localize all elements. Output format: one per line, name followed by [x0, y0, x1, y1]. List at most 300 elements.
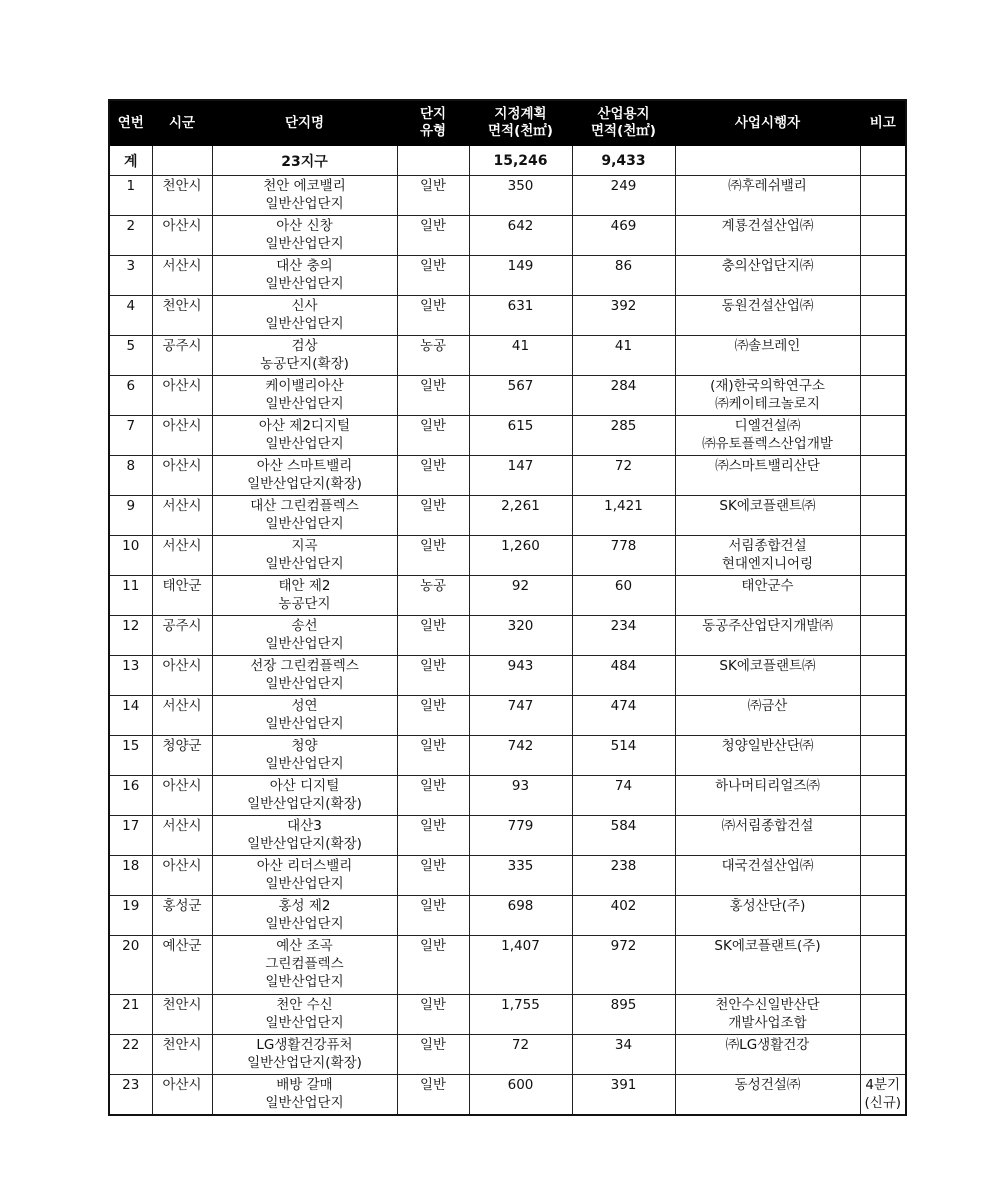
- cell-plan-area-line: 943: [507, 658, 534, 674]
- header-note: 비고: [860, 100, 906, 146]
- cell-region: [152, 576, 212, 616]
- cell-complex-name: [212, 656, 397, 696]
- header-industrial-area: [572, 100, 675, 146]
- table-row: [109, 856, 906, 896]
- cell-operator-line: 동원건설산업㈜: [721, 298, 814, 314]
- cell-industrial-area-line: 392: [610, 298, 637, 314]
- cell-industrial-area-line: 41: [614, 338, 633, 354]
- cell-complex-type: [397, 816, 469, 856]
- cell-region-line: 홍성군: [162, 898, 202, 914]
- cell-complex-name: [212, 616, 397, 656]
- cell-complex-name: [212, 856, 397, 896]
- cell-complex-type-line: 일반: [419, 218, 447, 234]
- cell-no: [109, 296, 152, 336]
- table-row: [109, 696, 906, 736]
- total-type: [397, 146, 469, 176]
- cell-plan-area: [469, 256, 572, 296]
- cell-complex-type-line: 일반: [419, 258, 447, 274]
- cell-complex-type: [397, 616, 469, 656]
- cell-operator-line: 청양일반산단㈜: [721, 738, 814, 754]
- header-plan-line1: 지정계획: [494, 106, 547, 122]
- cell-note: [860, 416, 906, 456]
- header-operator: 사업시행자: [675, 100, 860, 146]
- header-name: 단지명: [212, 100, 397, 146]
- cell-industrial-area: [572, 296, 675, 336]
- cell-note: [860, 896, 906, 936]
- cell-industrial-area-line: 285: [610, 418, 637, 434]
- cell-complex-type-line: 일반: [419, 858, 447, 874]
- cell-industrial-area: [572, 736, 675, 776]
- cell-complex-name-line: 아산 리더스밸리: [256, 858, 353, 874]
- cell-complex-name: [212, 816, 397, 856]
- cell-region-line: 청양군: [162, 738, 202, 754]
- cell-complex-name-line: 일반산업단지(확장): [247, 796, 362, 812]
- cell-operator: [675, 496, 860, 536]
- cell-note: [860, 1075, 906, 1116]
- cell-complex-type: [397, 376, 469, 416]
- cell-complex-name: [212, 1075, 397, 1116]
- cell-region: [152, 256, 212, 296]
- cell-complex-type: [397, 776, 469, 816]
- cell-complex-type: [397, 896, 469, 936]
- cell-operator-line: 서림종합건설: [728, 538, 807, 554]
- cell-complex-type-line: 일반: [419, 378, 447, 394]
- cell-complex-type: [397, 856, 469, 896]
- cell-plan-area-line: 779: [507, 818, 534, 834]
- cell-complex-name-line: 일반산업단지: [265, 196, 344, 212]
- cell-no: [109, 176, 152, 216]
- header-type-line2: 유형: [419, 123, 447, 139]
- cell-no: [109, 856, 152, 896]
- cell-region: [152, 736, 212, 776]
- cell-region: [152, 416, 212, 456]
- cell-complex-name-line: 성연: [291, 698, 318, 714]
- cell-complex-name-line: 홍성 제2: [278, 898, 331, 914]
- cell-complex-name: [212, 216, 397, 256]
- cell-plan-area: [469, 336, 572, 376]
- cell-region-line: 공주시: [162, 618, 202, 634]
- cell-complex-type: [397, 256, 469, 296]
- cell-complex-name-line: 일반산업단지: [265, 276, 344, 292]
- cell-operator-line: 개발사업조합: [728, 1015, 807, 1031]
- cell-operator-line: ㈜유토플렉스산업개발: [702, 436, 833, 452]
- cell-complex-type: [397, 176, 469, 216]
- cell-complex-name-line: 일반산업단지(확장): [247, 1055, 362, 1071]
- cell-plan-area-line: 567: [507, 378, 534, 394]
- cell-note-line: (신규): [864, 1095, 902, 1111]
- cell-plan-area: [469, 376, 572, 416]
- cell-note: [860, 776, 906, 816]
- table-row: [109, 995, 906, 1035]
- cell-region-line: 아산시: [162, 378, 202, 394]
- cell-plan-area-line: 335: [507, 858, 534, 874]
- cell-operator: [675, 816, 860, 856]
- cell-no: [109, 616, 152, 656]
- cell-operator-line: 대국건설산업㈜: [721, 858, 814, 874]
- total-row: [109, 146, 906, 176]
- cell-complex-name-line: 일반산업단지: [265, 676, 344, 692]
- cell-complex-name: [212, 576, 397, 616]
- cell-region: [152, 336, 212, 376]
- cell-complex-name-line: 송선: [291, 618, 318, 634]
- cell-complex-type-line: 일반: [419, 938, 447, 954]
- cell-complex-type-line: 일반: [419, 178, 447, 194]
- cell-complex-name-line: 천안 수신: [276, 997, 333, 1013]
- cell-plan-area: [469, 856, 572, 896]
- table-row: [109, 456, 906, 496]
- cell-no-line: 2: [126, 218, 136, 234]
- cell-region: [152, 496, 212, 536]
- cell-industrial-area: [572, 576, 675, 616]
- cell-note: [860, 336, 906, 376]
- cell-operator-line: SK에코플랜트㈜: [719, 498, 816, 514]
- cell-note: [860, 576, 906, 616]
- cell-plan-area-line: 72: [511, 1037, 530, 1053]
- cell-operator-line: ㈜스마트밸리산단: [715, 458, 820, 474]
- cell-note: [860, 856, 906, 896]
- cell-complex-name: [212, 736, 397, 776]
- cell-operator-line: 계룡건설산업㈜: [721, 218, 814, 234]
- cell-complex-type-line: 일반: [419, 997, 447, 1013]
- cell-industrial-area-line: 514: [610, 738, 637, 754]
- cell-no: [109, 936, 152, 995]
- cell-complex-name-line: 그린컴플렉스: [265, 956, 344, 972]
- cell-no: [109, 1075, 152, 1116]
- table-row: [109, 1035, 906, 1075]
- cell-operator-line: 동성건설㈜: [734, 1077, 801, 1093]
- cell-complex-name-line: 일반산업단지: [265, 556, 344, 572]
- cell-region-line: 서산시: [162, 258, 202, 274]
- cell-industrial-area: [572, 696, 675, 736]
- cell-operator: [675, 416, 860, 456]
- cell-no: [109, 416, 152, 456]
- header-no: 연번: [109, 100, 152, 146]
- cell-operator: [675, 776, 860, 816]
- header-ind-line1: 산업용지: [597, 106, 650, 122]
- cell-operator-line: ㈜서림종합건설: [721, 818, 814, 834]
- cell-operator-line: ㈜케이테크놀로지: [715, 396, 820, 412]
- cell-no: [109, 576, 152, 616]
- table-row: [109, 776, 906, 816]
- cell-plan-area: [469, 896, 572, 936]
- cell-industrial-area-line: 474: [610, 698, 637, 714]
- cell-complex-name-line: 일반산업단지: [265, 916, 344, 932]
- cell-region: [152, 1075, 212, 1116]
- cell-no-line: 11: [122, 578, 140, 594]
- cell-plan-area-line: 320: [507, 618, 534, 634]
- cell-industrial-area-line: 72: [614, 458, 633, 474]
- cell-operator: [675, 576, 860, 616]
- cell-no-line: 7: [126, 418, 136, 434]
- cell-note: [860, 376, 906, 416]
- cell-industrial-area-line: 484: [610, 658, 637, 674]
- cell-complex-name-line: 예산 조곡: [276, 938, 333, 954]
- cell-no: [109, 736, 152, 776]
- table-row: [109, 216, 906, 256]
- cell-complex-name: [212, 456, 397, 496]
- cell-note: [860, 456, 906, 496]
- cell-no-line: 16: [122, 778, 140, 794]
- cell-complex-name: [212, 296, 397, 336]
- table-row: [109, 376, 906, 416]
- cell-no-line: 4: [126, 298, 136, 314]
- cell-no: [109, 1035, 152, 1075]
- cell-complex-type: [397, 536, 469, 576]
- cell-no: [109, 376, 152, 416]
- cell-complex-type-line: 농공: [419, 338, 447, 354]
- cell-no: [109, 776, 152, 816]
- cell-region-line: 서산시: [162, 698, 202, 714]
- cell-plan-area-line: 742: [507, 738, 534, 754]
- cell-operator-line: SK에코플랜트㈜: [719, 658, 816, 674]
- cell-plan-area: [469, 696, 572, 736]
- cell-region-line: 서산시: [162, 538, 202, 554]
- cell-operator: [675, 1075, 860, 1116]
- table-row: [109, 336, 906, 376]
- cell-complex-name: [212, 176, 397, 216]
- cell-operator-line: ㈜솔브레인: [734, 338, 801, 354]
- cell-complex-name-line: 아산 신창: [276, 218, 333, 234]
- table-row: [109, 1075, 906, 1116]
- cell-no: [109, 896, 152, 936]
- cell-complex-type: [397, 1075, 469, 1116]
- cell-industrial-area: [572, 336, 675, 376]
- cell-industrial-area: [572, 536, 675, 576]
- cell-plan-area-line: 93: [511, 778, 530, 794]
- cell-industrial-area: [572, 616, 675, 656]
- cell-note: [860, 296, 906, 336]
- cell-operator: [675, 336, 860, 376]
- cell-plan-area: [469, 936, 572, 995]
- table-row: [109, 896, 906, 936]
- cell-region-line: 서산시: [162, 818, 202, 834]
- cell-industrial-area: [572, 896, 675, 936]
- cell-complex-type-line: 일반: [419, 618, 447, 634]
- cell-complex-type-line: 일반: [419, 658, 447, 674]
- cell-operator-line: 태안군수: [741, 578, 794, 594]
- cell-region: [152, 856, 212, 896]
- cell-plan-area-line: 615: [507, 418, 534, 434]
- cell-note: [860, 1035, 906, 1075]
- cell-industrial-area-line: 895: [610, 997, 637, 1013]
- cell-industrial-area-line: 391: [610, 1077, 637, 1093]
- cell-operator-line: ㈜LG생활건강: [725, 1037, 810, 1053]
- cell-operator: [675, 616, 860, 656]
- cell-complex-type: [397, 736, 469, 776]
- cell-complex-name: [212, 896, 397, 936]
- header-ind-line2: 면적(천㎡): [591, 123, 656, 139]
- cell-region-line: 공주시: [162, 338, 202, 354]
- cell-no-line: 22: [122, 1037, 140, 1053]
- cell-complex-name-line: 농공단지: [278, 596, 331, 612]
- cell-plan-area-line: 1,755: [501, 997, 540, 1013]
- cell-complex-type: [397, 296, 469, 336]
- cell-operator: [675, 376, 860, 416]
- cell-no-line: 21: [122, 997, 140, 1013]
- cell-plan-area-line: 147: [507, 458, 534, 474]
- cell-note: [860, 696, 906, 736]
- cell-plan-area-line: 747: [507, 698, 534, 714]
- cell-plan-area: [469, 536, 572, 576]
- cell-region: [152, 656, 212, 696]
- cell-operator: [675, 896, 860, 936]
- cell-complex-type: [397, 696, 469, 736]
- cell-complex-type-line: 일반: [419, 778, 447, 794]
- cell-complex-name-line: LG생활건강퓨처: [256, 1037, 353, 1053]
- cell-region-line: 아산시: [162, 418, 202, 434]
- cell-no-line: 14: [122, 698, 140, 714]
- cell-no-line: 1: [126, 178, 136, 194]
- table-row: [109, 416, 906, 456]
- cell-complex-type-line: 일반: [419, 818, 447, 834]
- cell-complex-type-line: 일반: [419, 498, 447, 514]
- cell-industrial-area-line: 249: [610, 178, 637, 194]
- cell-industrial-area: [572, 656, 675, 696]
- cell-operator: [675, 696, 860, 736]
- cell-industrial-area: [572, 496, 675, 536]
- total-region: [152, 146, 212, 176]
- cell-plan-area-line: 642: [507, 218, 534, 234]
- cell-plan-area-line: 350: [507, 178, 534, 194]
- cell-no: [109, 536, 152, 576]
- cell-industrial-area: [572, 216, 675, 256]
- cell-complex-name: [212, 776, 397, 816]
- cell-complex-name-line: 일반산업단지: [265, 1015, 344, 1031]
- cell-operator-line: 충의산업단지㈜: [721, 258, 814, 274]
- cell-operator: [675, 1035, 860, 1075]
- cell-industrial-area: [572, 416, 675, 456]
- cell-note: [860, 216, 906, 256]
- cell-operator-line: 홍성산단(주): [729, 898, 806, 914]
- cell-region: [152, 896, 212, 936]
- cell-complex-name-line: 일반산업단지: [265, 236, 344, 252]
- cell-complex-name-line: 일반산업단지: [265, 1095, 344, 1111]
- total-operator: [675, 146, 860, 176]
- cell-complex-type: [397, 1035, 469, 1075]
- table-row: [109, 816, 906, 856]
- cell-complex-name-line: 케이밸리아산: [265, 378, 344, 394]
- cell-no-line: 5: [126, 338, 136, 354]
- cell-complex-name: [212, 376, 397, 416]
- cell-industrial-area: [572, 1035, 675, 1075]
- cell-complex-type-line: 일반: [419, 298, 447, 314]
- cell-no-line: 10: [122, 538, 140, 554]
- cell-no: [109, 256, 152, 296]
- cell-industrial-area-line: 778: [610, 538, 637, 554]
- cell-industrial-area-line: 74: [614, 778, 633, 794]
- cell-plan-area-line: 600: [507, 1077, 534, 1093]
- cell-operator: [675, 856, 860, 896]
- cell-industrial-area-line: 284: [610, 378, 637, 394]
- cell-no-line: 18: [122, 858, 140, 874]
- cell-region: [152, 1035, 212, 1075]
- cell-complex-name-line: 일반산업단지: [265, 876, 344, 892]
- cell-complex-type-line: 일반: [419, 698, 447, 714]
- cell-plan-area: [469, 616, 572, 656]
- cell-plan-area: [469, 776, 572, 816]
- cell-industrial-area-line: 60: [614, 578, 633, 594]
- cell-complex-name-line: 농공단지(확장): [260, 356, 349, 372]
- cell-complex-name: [212, 336, 397, 376]
- cell-no: [109, 656, 152, 696]
- total-name: 23지구: [212, 146, 397, 176]
- cell-complex-type: [397, 416, 469, 456]
- cell-region-line: 아산시: [162, 858, 202, 874]
- table-row: [109, 656, 906, 696]
- table-row: [109, 256, 906, 296]
- cell-note: [860, 736, 906, 776]
- cell-complex-type: [397, 656, 469, 696]
- cell-complex-name: [212, 416, 397, 456]
- cell-no-line: 20: [122, 938, 140, 954]
- table-row: [109, 576, 906, 616]
- cell-complex-type-line: 일반: [419, 418, 447, 434]
- cell-industrial-area: [572, 456, 675, 496]
- cell-note-line: 4분기: [865, 1077, 901, 1093]
- cell-complex-name-line: 태안 제2: [278, 578, 331, 594]
- cell-plan-area-line: 698: [507, 898, 534, 914]
- cell-complex-type: [397, 936, 469, 995]
- cell-industrial-area-line: 469: [610, 218, 637, 234]
- cell-region-line: 천안시: [162, 1037, 202, 1053]
- cell-plan-area-line: 149: [507, 258, 534, 274]
- cell-operator-line: SK에코플랜트(주): [714, 938, 821, 954]
- cell-complex-name-line: 일반산업단지: [265, 316, 344, 332]
- cell-complex-name-line: 일반산업단지: [265, 436, 344, 452]
- cell-complex-name-line: 대산 그린컴플렉스: [250, 498, 359, 514]
- cell-complex-type: [397, 216, 469, 256]
- cell-no-line: 13: [122, 658, 140, 674]
- cell-complex-name-line: 대산 충의: [276, 258, 333, 274]
- cell-complex-name: [212, 256, 397, 296]
- cell-plan-area: [469, 1035, 572, 1075]
- table-row: [109, 176, 906, 216]
- cell-region-line: 천안시: [162, 298, 202, 314]
- cell-complex-type: [397, 456, 469, 496]
- cell-region: [152, 456, 212, 496]
- cell-region-line: 천안시: [162, 178, 202, 194]
- cell-region-line: 서산시: [162, 498, 202, 514]
- cell-no: [109, 456, 152, 496]
- cell-region-line: 아산시: [162, 458, 202, 474]
- cell-complex-type-line: 일반: [419, 898, 447, 914]
- header-plan-line2: 면적(천㎡): [488, 123, 553, 139]
- cell-plan-area: [469, 176, 572, 216]
- cell-no-line: 23: [122, 1077, 140, 1093]
- cell-region-line: 아산시: [162, 658, 202, 674]
- cell-complex-type-line: 일반: [419, 1037, 447, 1053]
- cell-complex-name: [212, 995, 397, 1035]
- cell-operator: [675, 736, 860, 776]
- cell-note: [860, 616, 906, 656]
- cell-industrial-area-line: 238: [610, 858, 637, 874]
- cell-complex-name-line: 일반산업단지: [265, 516, 344, 532]
- cell-complex-name-line: 일반산업단지: [265, 716, 344, 732]
- cell-complex-name-line: 아산 디지털: [269, 778, 340, 794]
- cell-operator: [675, 216, 860, 256]
- cell-region-line: 태안군: [162, 578, 202, 594]
- cell-no-line: 12: [122, 618, 140, 634]
- cell-no: [109, 336, 152, 376]
- total-plan-area: 15,246: [469, 146, 572, 176]
- cell-complex-type-line: 일반: [419, 538, 447, 554]
- cell-complex-name-line: 신사: [291, 298, 318, 314]
- cell-complex-type-line: 농공: [419, 578, 447, 594]
- cell-complex-name-line: 청양: [291, 738, 318, 754]
- cell-complex-type: [397, 336, 469, 376]
- cell-plan-area: [469, 1075, 572, 1116]
- cell-complex-type: [397, 576, 469, 616]
